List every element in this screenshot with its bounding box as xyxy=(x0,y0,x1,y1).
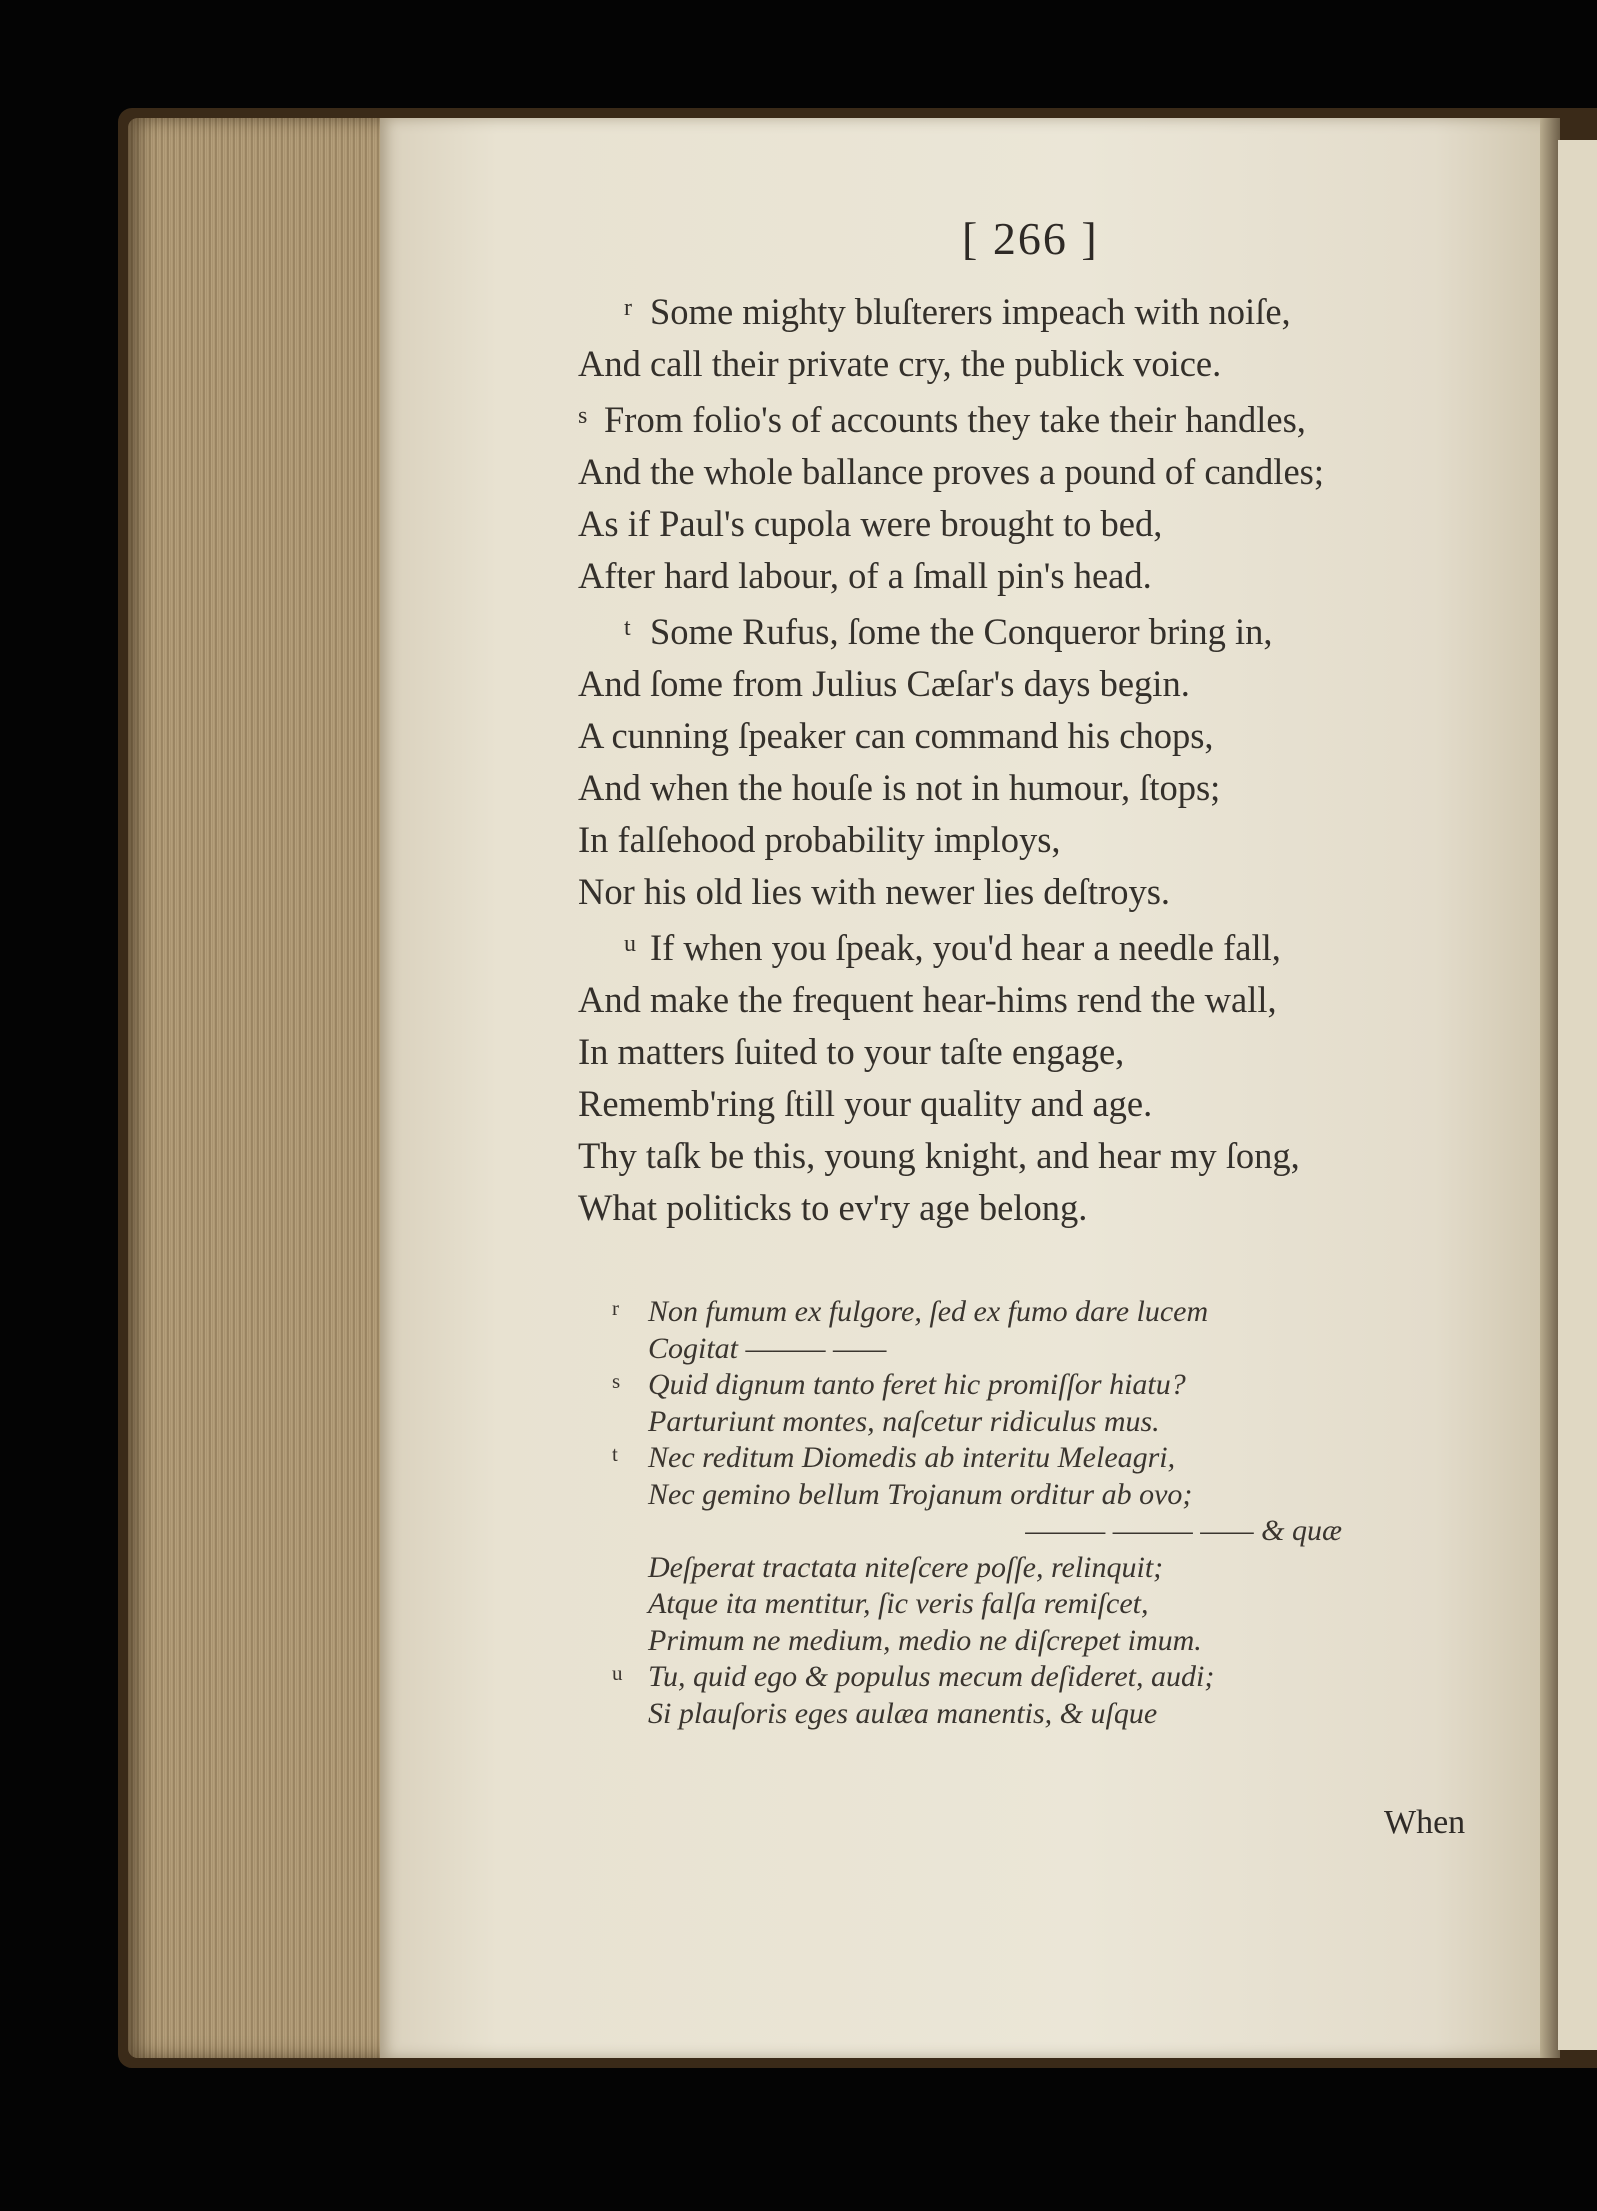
footnote xyxy=(612,1659,1372,1732)
poem-line: In falſehood probability imploys, xyxy=(578,819,1061,860)
poem-line: Rememb'ring ſtill your quality and age. xyxy=(578,1083,1153,1124)
catchword: When xyxy=(1384,1804,1466,1841)
footnote-marker: r xyxy=(612,1296,619,1320)
footnote-line: Tu, quid ego & populus mecum deſideret, audi; xyxy=(648,1660,1215,1693)
footnote-line: Quid dignum tanto feret hic promiſſor hiatu? xyxy=(648,1368,1186,1401)
poem-line: s From folio's of accounts they take their handles, xyxy=(578,390,1478,446)
page-number: [ 266 ] xyxy=(962,213,1099,264)
poem-line: As if Paul's cupola were brought to bed, xyxy=(578,503,1163,544)
footnote xyxy=(612,1440,1372,1659)
poem-line: A cunning ſpeaker can command his chops, xyxy=(578,715,1214,756)
poem-line: t Some Rufus, ſome the Conqueror bring in, xyxy=(578,602,1478,658)
footnote-line: Nec gemino bellum Trojanum orditur ab ovo; xyxy=(648,1477,1193,1511)
poem-line: And call their private cry, the publick voice. xyxy=(578,343,1222,384)
footnote-line: ——— ——— —— & quæ xyxy=(1025,1514,1342,1547)
footnotes xyxy=(612,1294,1372,1732)
footnote-marker: s xyxy=(612,1369,621,1393)
poem-line: And when the houſe is not in humour, ſtops; xyxy=(578,767,1221,808)
poem-text xyxy=(578,282,1478,1234)
facing-page-edge xyxy=(1558,140,1597,2050)
footnote-line: Non fumum ex fulgore, ſed ex fumo dare lucem xyxy=(648,1295,1209,1328)
poem-line: Thy taſk be this, young knight, and hear my ſong, xyxy=(578,1135,1300,1176)
poem-line: And make the frequent hear-hims rend the wall, xyxy=(578,979,1277,1020)
footnote xyxy=(612,1367,1372,1440)
footnote-marker: t xyxy=(624,615,631,641)
footnote-marker: r xyxy=(624,295,632,321)
footnote-line: Si plauſoris eges aulæa manentis, & uſque xyxy=(648,1696,1158,1730)
footnote-marker: t xyxy=(612,1442,618,1466)
page-stack-edge xyxy=(128,118,390,2058)
poem-line: After hard labour, of a ſmall pin's head. xyxy=(578,555,1152,596)
poem-line: And the whole ballance proves a pound of candles; xyxy=(578,451,1324,492)
footnote xyxy=(612,1294,1372,1367)
footnote-line: Nec reditum Diomedis ab interitu Meleagri, xyxy=(648,1441,1176,1474)
footnote-line: Parturiunt montes, naſcetur ridiculus mus. xyxy=(648,1404,1160,1438)
poem-line: In matters ſuited to your taſte engage, xyxy=(578,1031,1125,1072)
footnote-line: Deſperat tractata niteſcere poſſe, relinquit; xyxy=(648,1550,1164,1584)
footnote-marker: u xyxy=(612,1661,623,1685)
poem-line: And ſome from Julius Cæſar's days begin. xyxy=(578,663,1190,704)
footnote-line: Atque ita mentitur, ſic veris falſa remiſcet, xyxy=(648,1587,1149,1620)
book-gutter xyxy=(1540,118,1560,2058)
poem-line: What politicks to ev'ry age belong. xyxy=(578,1187,1088,1228)
footnote-line: Primum ne medium, medio ne diſcrepet imum. xyxy=(648,1623,1202,1657)
footnote-marker: s xyxy=(578,403,588,429)
footnote-marker: u xyxy=(624,931,636,957)
footnote-line: Cogitat ——— —— xyxy=(648,1331,887,1365)
poem-line: u If when you ſpeak, you'd hear a needle fall, xyxy=(578,918,1478,974)
poem-line: Nor his old lies with newer lies deſtroys. xyxy=(578,871,1171,912)
poem-line: r Some mighty bluſterers impeach with noiſe, xyxy=(578,282,1478,338)
